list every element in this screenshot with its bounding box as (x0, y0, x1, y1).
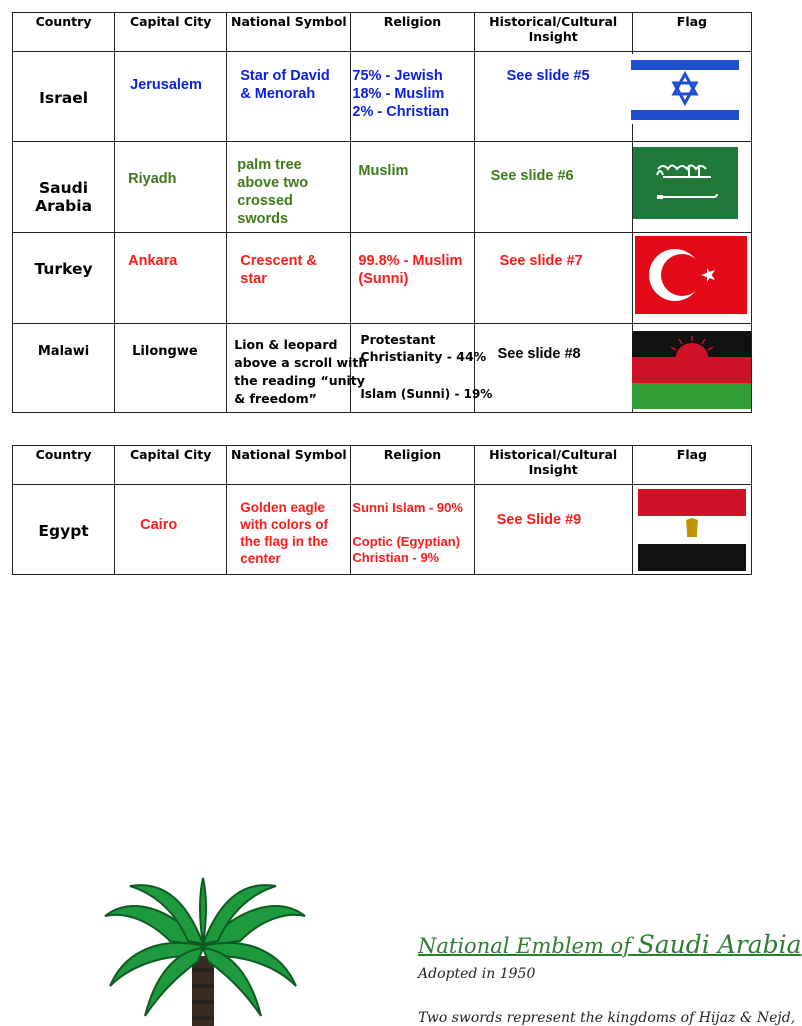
symbol-line: star (240, 271, 267, 287)
header-flag: Flag (632, 446, 751, 485)
symbol-line: with colors of (240, 517, 329, 532)
table-row (13, 485, 752, 575)
table-row (13, 52, 752, 142)
emblem-title (418, 930, 802, 959)
header-country: Country (13, 446, 115, 485)
saudi-arabia-flag-icon (633, 147, 738, 219)
malawi-flag-icon (632, 331, 751, 409)
palm-tree-emblem-icon (100, 876, 310, 1026)
symbol-line: & freedom” (234, 391, 317, 406)
history-link[interactable]: See slide #6 (490, 168, 574, 184)
emblem-description: Two swords represent the kingdoms of Hijaz & Nejd, (418, 1010, 796, 1026)
capital-name: Ankara (128, 253, 178, 269)
country-name: Israel (39, 89, 89, 107)
religion-line: 99.8% - Muslim (358, 253, 463, 269)
emblem-adopted: Adopted in 1950 (418, 966, 536, 982)
country-name: Egypt (38, 522, 89, 540)
egypt-table (12, 445, 752, 575)
symbol-line: Lion & leopard (234, 337, 338, 352)
country-name: Turkey (34, 260, 93, 278)
symbol-line: palm tree (237, 157, 302, 173)
religion-line: Christian - 9% (352, 550, 440, 565)
capital-name: Riyadh (128, 171, 177, 187)
table-header-row (13, 13, 752, 52)
religion-line: (Sunni) (358, 271, 409, 287)
religion-line: 2% - Christian (352, 104, 450, 120)
symbol-line: above a scroll with (234, 355, 368, 370)
symbol-line: the flag in the (240, 534, 329, 549)
symbol-line: the reading “unity (234, 373, 365, 388)
symbol-line: crossed (237, 193, 293, 209)
header-religion: Religion (351, 446, 474, 485)
religion-line: 75% - Jewish (352, 68, 443, 84)
symbol-line: & Menorah (240, 86, 316, 102)
header-symbol: National Symbol (227, 446, 351, 485)
header-history: Historical/Cultural Insight (474, 446, 632, 485)
symbol-line: swords (237, 211, 289, 227)
capital-name: Lilongwe (132, 344, 198, 359)
header-flag: Flag (632, 13, 751, 52)
symbol-line: Golden eagle (240, 500, 326, 515)
egypt-flag-icon (638, 489, 746, 571)
history-link[interactable]: See slide #5 (506, 68, 590, 84)
symbol-line: above two (237, 175, 309, 191)
header-country: Country (13, 13, 115, 52)
capital-name: Cairo (140, 517, 178, 533)
table-header-row (13, 446, 752, 485)
country-name: Malawi (37, 344, 90, 359)
religion-line: Coptic (Egyptian) (352, 534, 461, 549)
symbol-line: Crescent & (240, 253, 317, 269)
religion-line: Protestant (360, 332, 436, 347)
header-symbol: National Symbol (227, 13, 351, 52)
header-capital: Capital City (115, 446, 227, 485)
religion-line: Muslim (358, 163, 409, 179)
israel-flag-icon (631, 54, 739, 124)
country-name: Arabia (35, 197, 93, 215)
table-row (13, 324, 752, 413)
turkey-flag-icon (635, 236, 747, 314)
table-row (13, 233, 752, 324)
religion-line: 18% - Muslim (352, 86, 445, 102)
country-table (12, 12, 752, 413)
religion-line: Sunni Islam - 90% (352, 500, 463, 515)
country-name: Saudi (39, 179, 89, 197)
religion-line: Islam (Sunni) - 19% (360, 387, 493, 401)
header-religion: Religion (351, 13, 474, 52)
emblem-title-country: Saudi Arabia (637, 930, 802, 959)
table-row (13, 142, 752, 233)
religion-line: Christianity - 44% (360, 349, 487, 364)
history-link[interactable]: See slide #8 (497, 346, 581, 362)
header-history: Historical/Cultural Insight (474, 13, 632, 52)
history-link[interactable]: See slide #7 (499, 253, 583, 269)
symbol-line: center (240, 551, 281, 566)
header-capital: Capital City (115, 13, 227, 52)
history-link[interactable]: See Slide #9 (496, 512, 582, 528)
emblem-title-prefix: National Emblem of (418, 934, 638, 958)
symbol-line: Star of David (240, 68, 330, 84)
capital-name: Jerusalem (130, 77, 202, 93)
